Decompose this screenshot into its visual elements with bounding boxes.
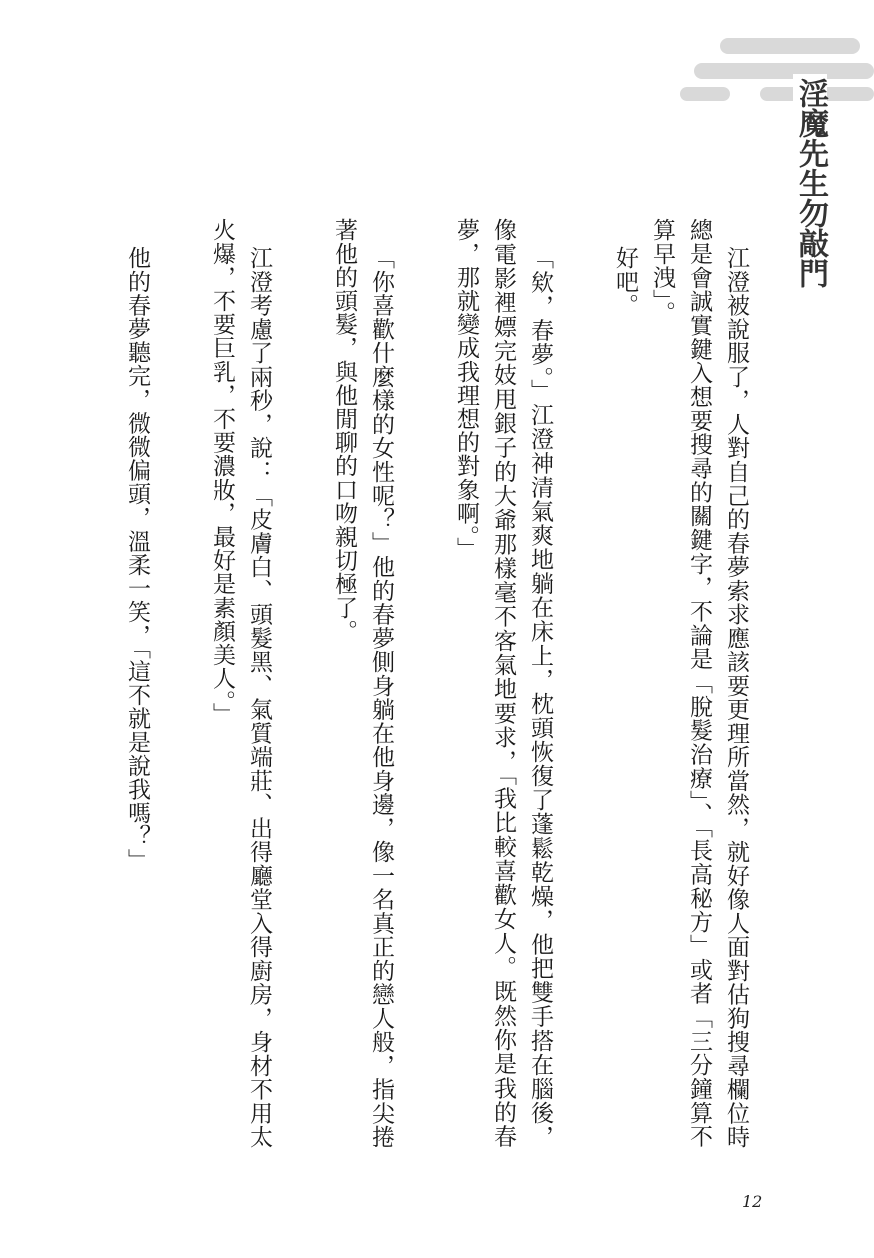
header-decoration-bar xyxy=(720,38,860,54)
page-number: 12 xyxy=(742,1192,763,1211)
paragraph: 「欸，春夢。」江澄神清氣爽地躺在床上，枕頭恢復了蓬鬆乾燥，他把雙手搭在腦後，像電影裡嫖完妓甩銀子的大爺那樣毫不客氣地要求，「我比較喜歡女人。既然你是我的春夢，那就變成我理想的對象啊。」 xyxy=(453,218,553,1148)
paragraph: 「你喜歡什麼樣的女性呢？」他的春夢側身躺在他身邊，像一名真正的戀人般，指尖捲著他的頭髮，與他閒聊的口吻親切極了。 xyxy=(331,218,394,1148)
header-decoration-bar xyxy=(694,63,874,79)
paragraph: 江澄考慮了兩秒，說：「皮膚白、頭髮黑、氣質端莊、出得廳堂入得廚房，身材不用太火爆，不要巨乳，不要濃妝，最好是素顏美人。」 xyxy=(209,218,272,1148)
paragraph: 江澄被說服了，人對自己的春夢索求應該要更理所當然，就好像人面對估狗搜尋欄位時總是會誠實鍵入想要搜尋的關鍵字，不論是「脫髮治療」、「長高秘方」或者「三分鐘算不算早洩」。 xyxy=(649,218,749,1148)
header-decoration-bar xyxy=(680,87,730,101)
book-title: 淫魔先生勿敲門 xyxy=(793,74,827,292)
paragraph: 好吧。 xyxy=(612,245,638,317)
paragraph: 他的春夢聽完，微微偏頭，溫柔一笑，「這不就是說我嗎？」 xyxy=(124,245,150,872)
body-text xyxy=(70,218,754,1148)
